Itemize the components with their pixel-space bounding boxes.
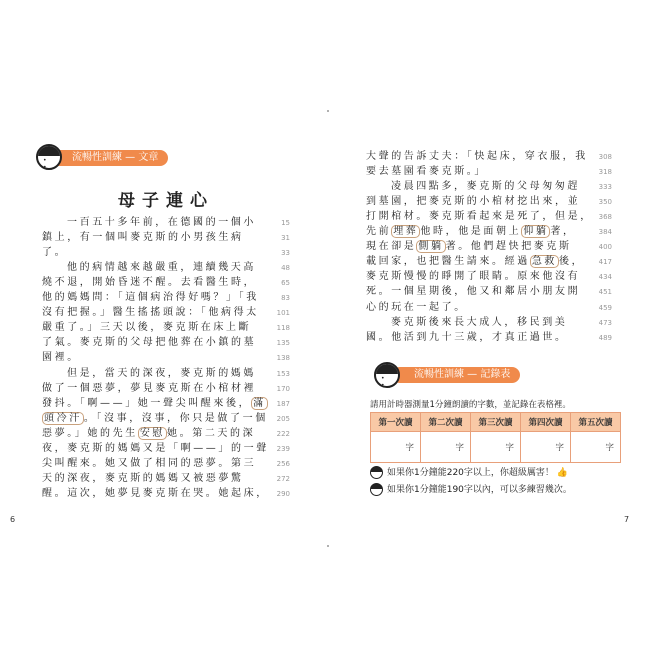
text-line <box>42 381 256 396</box>
word-count: 135 <box>276 339 290 348</box>
word-count-cell[interactable]: 字 <box>421 432 471 463</box>
text-segment: 麥克斯後來長大成人，移民到美 <box>391 316 568 328</box>
text-segment: 他的媽媽問：「這個病治得好嗎？」「我 <box>42 292 259 304</box>
word-count-cell[interactable]: 字 <box>571 432 621 463</box>
word-count: 417 <box>598 258 612 267</box>
column-header: 第二次讀 <box>421 413 471 432</box>
word-count: 187 <box>276 399 290 408</box>
word-count: 31 <box>281 234 290 243</box>
text-segment: 尖叫醒來。她又做了相同的惡夢。第三 <box>42 457 257 469</box>
column-header: 第五次讀 <box>571 413 621 432</box>
text-segment: 國。他活到九十三歲，才真正過世。 <box>366 331 568 343</box>
text-segment: 她。第二天的深 <box>167 427 256 439</box>
section-header-record: 流暢性訓練 — 記錄表 <box>392 367 520 383</box>
text-line <box>366 239 572 254</box>
text-line <box>366 194 580 209</box>
text-segment: 鎮上，有一個叫麥克斯的小男孩生病 <box>42 232 244 244</box>
vocab-highlight: 急救 <box>531 256 558 268</box>
text-line <box>42 335 256 350</box>
page-number: 6 <box>10 515 16 524</box>
word-count: 473 <box>598 318 612 327</box>
text-line <box>391 315 567 330</box>
text-segment: 打開棺材。麥克斯看起來是死了，但是， <box>366 211 593 223</box>
text-line <box>42 230 244 245</box>
word-count: 222 <box>276 429 290 438</box>
word-count: 384 <box>598 228 612 237</box>
text-segment: 要去墓園看麥克斯。」 <box>366 166 487 178</box>
text-line <box>42 426 255 441</box>
text-segment: 著， <box>550 226 576 238</box>
word-count-cell[interactable]: 字 <box>471 432 521 463</box>
text-segment: 夜，麥克斯的媽媽又是「啊——」的一聲 <box>42 442 269 454</box>
text-line <box>42 411 268 426</box>
vocab-highlight: 安慰 <box>139 427 166 439</box>
text-segment: 嚴重了。」三天以後，麥克斯在床上斷 <box>42 322 252 334</box>
text-line <box>366 149 588 164</box>
word-count: 489 <box>598 333 612 342</box>
word-count-cell[interactable]: 字 <box>371 432 421 463</box>
text-segment: 天的深夜，麥克斯的媽媽又被惡夢驚 <box>42 472 244 484</box>
word-count: 434 <box>598 273 612 282</box>
text-line <box>366 300 467 315</box>
story-title: 母子連心 <box>118 191 214 211</box>
column-header: 第三次讀 <box>471 413 521 432</box>
text-segment: 先前 <box>366 226 392 238</box>
word-count: 239 <box>276 444 290 453</box>
text-line <box>42 441 269 456</box>
text-line <box>42 486 269 501</box>
word-count: 333 <box>598 183 612 192</box>
text-line <box>42 320 251 335</box>
word-count-cell[interactable]: 字 <box>521 432 571 463</box>
word-count: 138 <box>276 354 290 363</box>
boy-face-icon <box>370 466 383 479</box>
text-line <box>42 396 268 411</box>
tip-text: 如果你1分鐘能220字以上，你超級厲害！ <box>387 468 554 478</box>
text-line <box>366 254 584 269</box>
text-line <box>366 224 576 239</box>
word-count: 33 <box>281 249 290 258</box>
text-line <box>42 275 256 290</box>
text-segment: 後， <box>559 256 585 268</box>
text-segment: 到墓園，把麥克斯的小棺材挖出來，並 <box>366 196 581 208</box>
word-count: 153 <box>276 369 290 378</box>
column-header: 第四次讀 <box>521 413 571 432</box>
text-line <box>42 456 256 471</box>
thumbs-up-icon: 👍 <box>556 468 568 478</box>
column-header: 第一次讀 <box>371 413 421 432</box>
text-line <box>67 366 256 381</box>
text-segment: 凌晨四點多，麥克斯的父母匆匆趕 <box>391 181 580 193</box>
text-segment: 麥克斯慢慢的睜開了眼睛。原來他沒有 <box>366 271 581 283</box>
text-line <box>366 209 593 224</box>
word-count: 459 <box>598 303 612 312</box>
text-segment: 一百五十多年前，在德國的一個小 <box>67 217 256 228</box>
text-segment: 園裡。 <box>42 352 80 364</box>
text-segment: 他的病情越來越嚴重，連續幾天高 <box>67 262 256 274</box>
text-segment: 惡夢。」她的先生 <box>42 427 138 439</box>
vocab-highlight: 埋葬 <box>393 226 419 238</box>
vocab-highlight: 仰躺 <box>523 226 549 238</box>
text-segment: 他時，他是面朝上 <box>420 226 522 238</box>
text-segment: 現在卻是 <box>366 241 417 253</box>
text-segment: 了氣。麥克斯的父母把他葬在小鎮的墓 <box>42 337 257 349</box>
text-line <box>391 179 580 194</box>
word-count: 256 <box>276 459 290 468</box>
text-line <box>42 471 244 486</box>
text-line <box>366 330 568 345</box>
text-segment: 醒。這次，她夢見麥克斯在哭。她起床， <box>42 487 269 499</box>
text-line <box>42 245 67 260</box>
word-count: 350 <box>598 198 612 207</box>
text-line <box>42 305 259 320</box>
word-count: 170 <box>276 384 290 393</box>
text-line <box>42 350 80 365</box>
text-line <box>366 164 487 179</box>
tip-fast <box>370 465 568 479</box>
word-count: 308 <box>598 153 612 161</box>
word-count: 368 <box>598 213 612 222</box>
text-segment: 做了一個惡夢，夢見麥克斯在小棺材裡 <box>42 382 257 394</box>
text-segment: 死。一個星期後，他又和鄰居小朋友開 <box>366 286 581 298</box>
text-segment: 沒有把握。」醫生搖搖頭說：「他病得太 <box>42 307 259 319</box>
boy-face-icon <box>370 483 383 496</box>
word-count: 400 <box>598 243 612 252</box>
boy-face-icon <box>374 362 400 388</box>
vocab-highlight: 側躺 <box>418 241 444 253</box>
text-segment: 發抖。「啊——」她一聲尖叫醒來後， <box>42 397 252 409</box>
text-segment: 了。 <box>42 247 68 259</box>
tip-slow <box>370 482 572 496</box>
tip-text: 如果你1分鐘能190字以內，可以多練習幾次。 <box>387 485 572 495</box>
text-segment: 但是，當天的深夜，麥克斯的媽媽 <box>67 367 256 379</box>
word-count: 205 <box>276 414 290 423</box>
word-count: 118 <box>276 324 290 333</box>
text-line <box>366 284 580 299</box>
text-line <box>42 290 259 305</box>
boy-face-icon <box>36 144 62 170</box>
text-line <box>67 260 256 275</box>
left-page <box>0 0 327 655</box>
word-count: 48 <box>281 264 290 273</box>
text-segment: 燒不退，開始昏迷不醒。去看醫生時， <box>42 277 257 289</box>
word-count: 272 <box>276 474 290 483</box>
section-header-article: 流暢性訓練 — 文章 <box>50 150 168 166</box>
vocab-highlight: 頭冷汗 <box>44 412 82 424</box>
reading-record-table <box>370 412 621 463</box>
word-count: 318 <box>598 168 612 177</box>
text-segment: 著。他們趕快把麥克斯 <box>445 241 572 253</box>
text-segment: 載回家，也把醫生請來。經過 <box>366 256 530 268</box>
text-segment: 。「沒事，沒事，你只是做了一個 <box>83 412 268 424</box>
word-count: 15 <box>281 219 290 227</box>
text-segment: 大聲的告訴丈夫：「快起床，穿衣服，我 <box>366 151 588 162</box>
word-count: 290 <box>276 489 290 498</box>
instruction-text: 請用計時器測量1分鐘朗讀的字數，並記錄在表格裡。 <box>370 400 571 410</box>
word-count: 451 <box>598 288 612 297</box>
word-count: 83 <box>281 294 290 303</box>
text-segment: 心的玩在一起了。 <box>366 301 467 313</box>
page-number: 7 <box>624 515 630 524</box>
vocab-highlight: 滿 <box>253 397 266 409</box>
text-line <box>366 269 580 284</box>
word-count: 65 <box>281 279 290 288</box>
text-line <box>67 215 256 230</box>
word-count: 101 <box>276 309 290 318</box>
